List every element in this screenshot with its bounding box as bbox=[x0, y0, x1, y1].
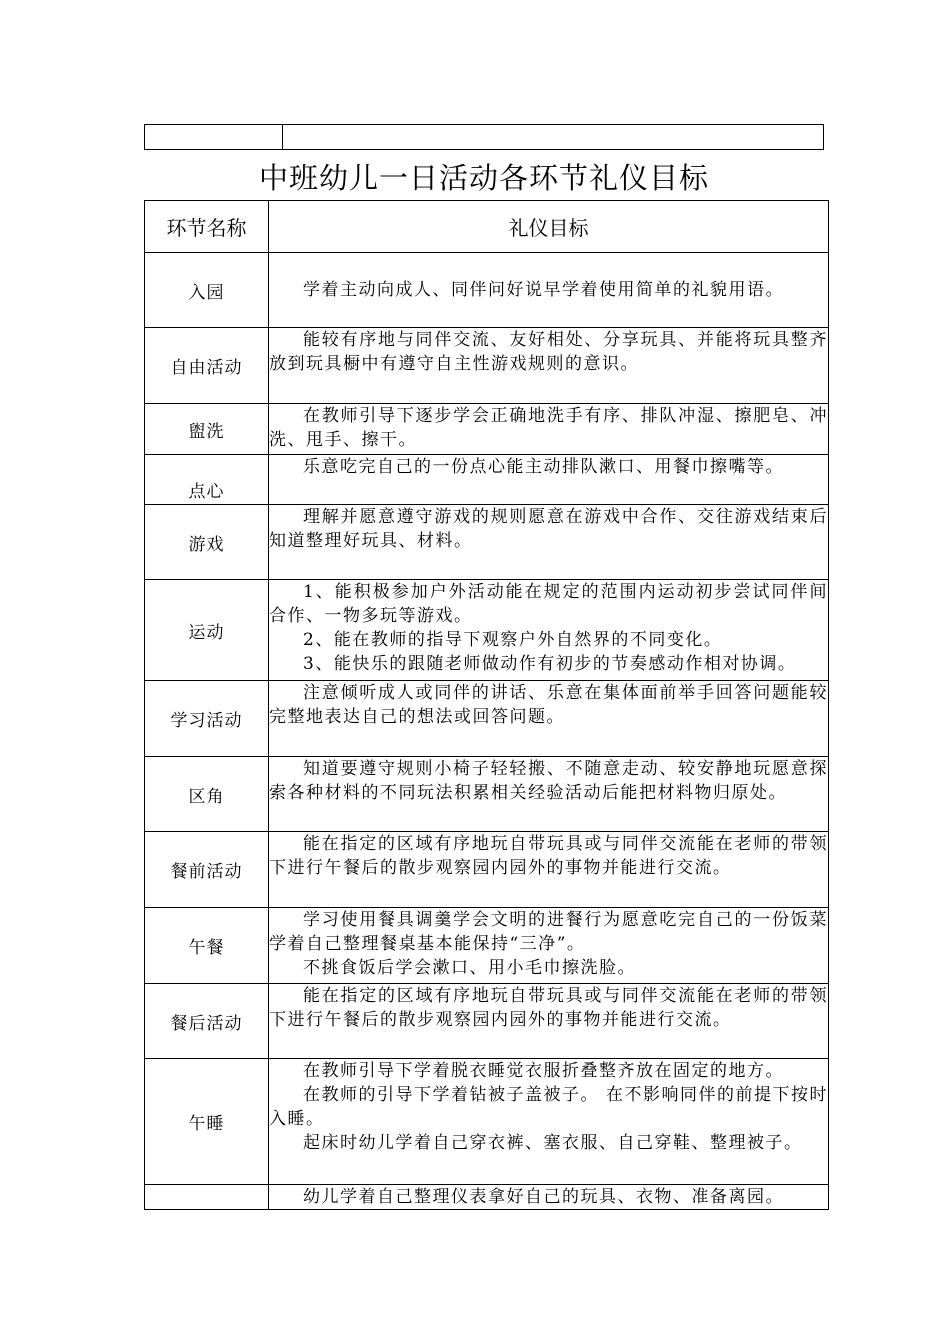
header-etiquette-goal: 礼仪目标 bbox=[269, 201, 829, 253]
table-row bbox=[145, 681, 829, 757]
segment-goal bbox=[269, 328, 829, 404]
segment-name: 午餐 bbox=[145, 908, 269, 984]
goal-line: 学着主动向成人、同伴问好说早学着使用简单的礼貌用语。 bbox=[303, 280, 784, 300]
table-row bbox=[145, 455, 829, 505]
goal-line: 1、能积极参加户外活动能在规定的范围内运动初步尝试同伴间合作、一物多玩等游戏。 bbox=[269, 582, 828, 626]
goal-line: 在教师引导下学着脱衣睡觉衣服折叠整齐放在固定的地方。 bbox=[303, 1061, 784, 1081]
goal-line: 在教师的引导下学着钻被子盖被子。 在不影响同伴的前提下按时入睡。 bbox=[269, 1085, 828, 1129]
segment-name: 区角 bbox=[145, 757, 269, 832]
header-box bbox=[144, 124, 824, 150]
goal-line: 在教师引导下逐步学会正确地洗手有序、排队冲湿、擦肥皂、冲洗、甩手、擦干。 bbox=[269, 406, 828, 450]
table-row bbox=[145, 328, 829, 404]
segment-name bbox=[145, 1185, 269, 1210]
segment-name: 盥洗 bbox=[145, 404, 269, 455]
goal-line: 3、能快乐的跟随老师做动作有初步的节奏感动作相对协调。 bbox=[303, 654, 797, 674]
segment-name: 餐前活动 bbox=[145, 832, 269, 908]
document-title: 中班幼儿一日活动各环节礼仪目标 bbox=[258, 161, 709, 195]
table-row bbox=[145, 404, 829, 455]
table-row bbox=[145, 253, 829, 328]
segment-goal bbox=[269, 908, 829, 984]
etiquette-table bbox=[144, 200, 829, 1210]
goal-line: 不挑食饭后学会漱口、用小毛巾擦洗脸。 bbox=[303, 958, 636, 978]
segment-name: 自由活动 bbox=[145, 328, 269, 404]
goal-line: 理解并愿意遵守游戏的规则愿意在游戏中合作、交往游戏结束后知道整理好玩具、材料。 bbox=[269, 507, 828, 551]
segment-goal bbox=[269, 404, 829, 455]
goal-line: 能在指定的区域有序地玩自带玩具或与同伴交流能在老师的带领下进行午餐后的散步观察园内园外的事物并能进行交流。 bbox=[269, 986, 828, 1030]
table-row bbox=[145, 1185, 829, 1210]
segment-goal bbox=[269, 455, 829, 505]
segment-goal bbox=[269, 505, 829, 580]
segment-name: 学习活动 bbox=[145, 681, 269, 757]
segment-name: 餐后活动 bbox=[145, 984, 269, 1059]
header-segment-name: 环节名称 bbox=[145, 201, 269, 253]
segment-goal bbox=[269, 681, 829, 757]
goal-line: 注意倾听成人或同伴的讲话、乐意在集体面前举手回答问题能较完整地表达自己的想法或回答问题。 bbox=[269, 683, 828, 727]
goal-line: 学习使用餐具调羹学会文明的进餐行为愿意吃完自己的一份饭菜学着自己整理餐桌基本能保持“三净”。 bbox=[269, 910, 828, 954]
segment-goal bbox=[269, 832, 829, 908]
goal-line: 知道要遵守规则小椅子轻轻搬、不随意走动、较安静地玩愿意探索各种材料的不同玩法积累相关经验活动后能把材料物归原处。 bbox=[269, 759, 828, 803]
goal-line: 起床时幼儿学着自己穿衣裤、塞衣服、自己穿鞋、整理被子。 bbox=[303, 1133, 803, 1153]
goal-line: 幼儿学着自己整理仪表拿好自己的玩具、衣物、准备离园。 bbox=[303, 1187, 784, 1207]
table-row bbox=[145, 757, 829, 832]
segment-name: 游戏 bbox=[145, 505, 269, 580]
goal-line: 能较有序地与同伴交流、友好相处、分享玩具、并能将玩具整齐放到玩具橱中有遵守自主性游戏规则的意识。 bbox=[269, 330, 828, 374]
segment-name: 点心 bbox=[145, 455, 269, 505]
segment-goal bbox=[269, 253, 829, 328]
segment-goal bbox=[269, 984, 829, 1059]
segment-name: 午睡 bbox=[145, 1059, 269, 1185]
table-row bbox=[145, 1059, 829, 1185]
segment-goal bbox=[269, 1059, 829, 1185]
segment-name: 入园 bbox=[145, 253, 269, 328]
table-row bbox=[145, 580, 829, 681]
segment-goal bbox=[269, 1185, 829, 1210]
segment-goal bbox=[269, 580, 829, 681]
goal-line: 能在指定的区域有序地玩自带玩具或与同伴交流能在老师的带领下进行午餐后的散步观察园内园外的事物并能进行交流。 bbox=[269, 834, 828, 878]
table-header-row bbox=[145, 201, 829, 253]
header-box-divider bbox=[282, 125, 283, 149]
table-row bbox=[145, 505, 829, 580]
goal-line: 乐意吃完自己的一份点心能主动排队漱口、用餐巾擦嘴等。 bbox=[303, 457, 784, 477]
table-row bbox=[145, 984, 829, 1059]
table-row bbox=[145, 832, 829, 908]
table-row bbox=[145, 908, 829, 984]
segment-name: 运动 bbox=[145, 580, 269, 681]
segment-goal bbox=[269, 757, 829, 832]
goal-line: 2、能在教师的指导下观察户外自然界的不同变化。 bbox=[303, 630, 723, 650]
